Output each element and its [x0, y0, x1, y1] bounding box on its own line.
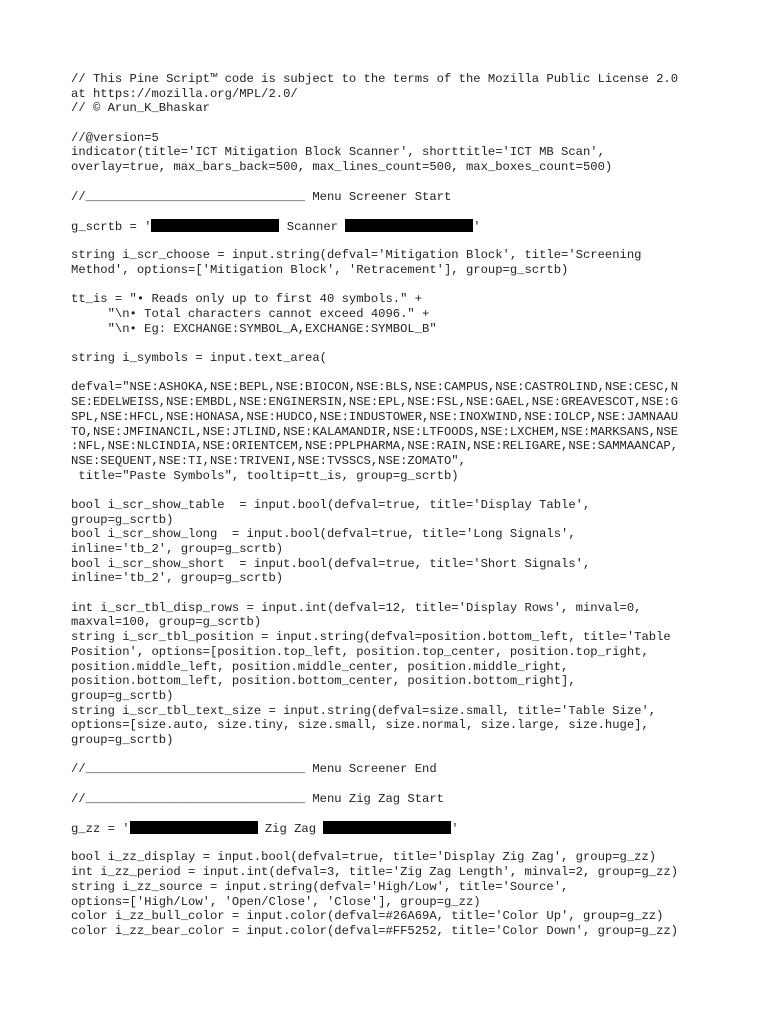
code-line: bool i_scr_show_long = input.bool(defval=true, title='Long Signals',: [71, 527, 576, 542]
code-line: position.bottom_left, position.bottom_center, position.bottom_right],: [71, 674, 576, 689]
redacted-bar: [323, 821, 451, 834]
code-line: string i_scr_choose = input.string(defval='Mitigation Block', title='Screening: [71, 248, 642, 263]
code-document: [71, 72, 711, 939]
symbols-line: title="Paste Symbols", tooltip=tt_is, group=g_scrtb): [71, 468, 459, 483]
code-line: bool i_scr_show_table = input.bool(defval=true, title='Display Table',: [71, 497, 591, 512]
code-line: inline='tb_2', group=g_scrtb): [71, 542, 284, 556]
code-text: ': [473, 219, 481, 234]
copyright-line: // © Arun_K_Bhaskar: [71, 101, 210, 116]
redacted-bar: [130, 821, 258, 834]
symbols-line: :NFL,NSE:NLCINDIA,NSE:ORIENTCEM,NSE:PPLPHARMA,NSE:RAIN,NSE:RELIGARE,NSE:SAMMAANCAP,: [71, 439, 679, 454]
symbols-line: defval="NSE:ASHOKA,NSE:BEPL,NSE:BIOCON,NSE:BLS,NSE:CAMPUS,NSE:CASTROLIND,NSE:CESC,N: [71, 380, 679, 395]
code-line: "\n• Eg: EXCHANGE:SYMBOL_A,EXCHANGE:SYMBOL_B": [71, 321, 437, 336]
redacted-bar: [151, 219, 279, 232]
menu-zigzag-start-comment: //______________________________ Menu Zig Zag Start: [71, 791, 444, 806]
code-line: Method', options=['Mitigation Block', 'Retracement'], group=g_scrtb): [71, 262, 569, 277]
code-line: inline='tb_2', group=g_scrtb): [71, 571, 284, 586]
code-line: string i_scr_tbl_position = input.string(defval=position.bottom_left, title='Table: [71, 630, 671, 645]
code-line: string i_scr_tbl_text_size = input.string(defval=size.small, title='Table Size',: [71, 703, 657, 718]
code-line: "\n• Total characters cannot exceed 4096." +: [71, 307, 430, 321]
code-line: bool i_zz_display = input.bool(defval=true, title='Display Zig Zag', group=g_zz): [71, 850, 657, 865]
menu-screener-end-comment: //______________________________ Menu Screener End: [71, 762, 437, 777]
code-line: maxval=100, group=g_scrtb): [71, 615, 262, 630]
menu-screener-start-comment: //______________________________ Menu Screener Start: [71, 189, 452, 204]
code-line: options=[size.auto, size.tiny, size.small, size.normal, size.large, size.huge],: [71, 718, 649, 733]
symbols-line: SPL,NSE:HFCL,NSE:HONASA,NSE:HUDCO,NSE:INDUSTOWER,NSE:INOXWIND,NSE:IOLCP,NSE:JAMNAAU: [71, 409, 679, 424]
version-line: //@version=5: [71, 130, 159, 145]
code-line: group=g_scrtb): [71, 732, 174, 747]
scanner-group-line: [71, 219, 711, 234]
symbols-line: TO,NSE:JMFINANCIL,NSE:JTLIND,NSE:KALAMANDIR,NSE:LTFOODS,NSE:LXCHEM,NSE:MARKSANS,NSE: [71, 424, 679, 439]
code-line: int i_scr_tbl_disp_rows = input.int(defval=12, title='Display Rows', minval=0,: [71, 600, 642, 615]
symbols-line: SE:EDELWEISS,NSE:EMBDL,NSE:ENGINERSIN,NSE:EPL,NSE:FSL,NSE:GAEL,NSE:GREAVESCOT,NSE:G: [71, 395, 679, 410]
code-text: g_scrtb = ': [71, 219, 152, 234]
license-line: at https://mozilla.org/MPL/2.0/: [71, 86, 298, 101]
code-text: g_zz = ': [71, 822, 130, 837]
code-line: color i_zz_bull_color = input.color(defval=#26A69A, title='Color Up', group=g_zz): [71, 909, 664, 924]
code-line: Position', options=[position.top_left, position.top_center, position.top_right,: [71, 644, 649, 659]
license-line: // This Pine Script™ code is subject to the terms of the Mozilla Public License 2.0: [71, 72, 679, 86]
code-line: group=g_scrtb): [71, 688, 174, 703]
code-line: color i_zz_bear_color = input.color(defval=#FF5252, title='Color Down', group=g_zz): [71, 923, 679, 938]
code-line: options=['High/Low', 'Open/Close', 'Close'], group=g_zz): [71, 894, 481, 909]
symbols-line: NSE:SEQUENT,NSE:TI,NSE:TRIVENI,NSE:TVSSCS,NSE:ZOMATO",: [71, 453, 466, 468]
code-line: position.middle_left, position.middle_center, position.middle_right,: [71, 659, 569, 674]
group-label: Zig Zag: [257, 822, 324, 837]
code-line: bool i_scr_show_short = input.bool(defval=true, title='Short Signals',: [71, 556, 591, 571]
code-line: string i_zz_source = input.string(defval='High/Low', title='Source',: [71, 879, 569, 894]
indicator-line: overlay=true, max_bars_back=500, max_lines_count=500, max_boxes_count=500): [71, 160, 613, 175]
indicator-line: indicator(title='ICT Mitigation Block Scanner', shorttitle='ICT MB Scan',: [71, 145, 605, 160]
code-line: tt_is = "• Reads only up to first 40 symbols." +: [71, 292, 423, 307]
code-line: group=g_scrtb): [71, 512, 174, 527]
code-text: ': [451, 822, 459, 837]
zigzag-group-line: [71, 821, 711, 836]
code-line: string i_symbols = input.text_area(: [71, 351, 327, 366]
code-line: int i_zz_period = input.int(defval=3, title='Zig Zag Length', minval=2, group=g_zz): [71, 865, 679, 880]
redacted-bar: [345, 219, 473, 232]
group-label: Scanner: [279, 219, 346, 234]
